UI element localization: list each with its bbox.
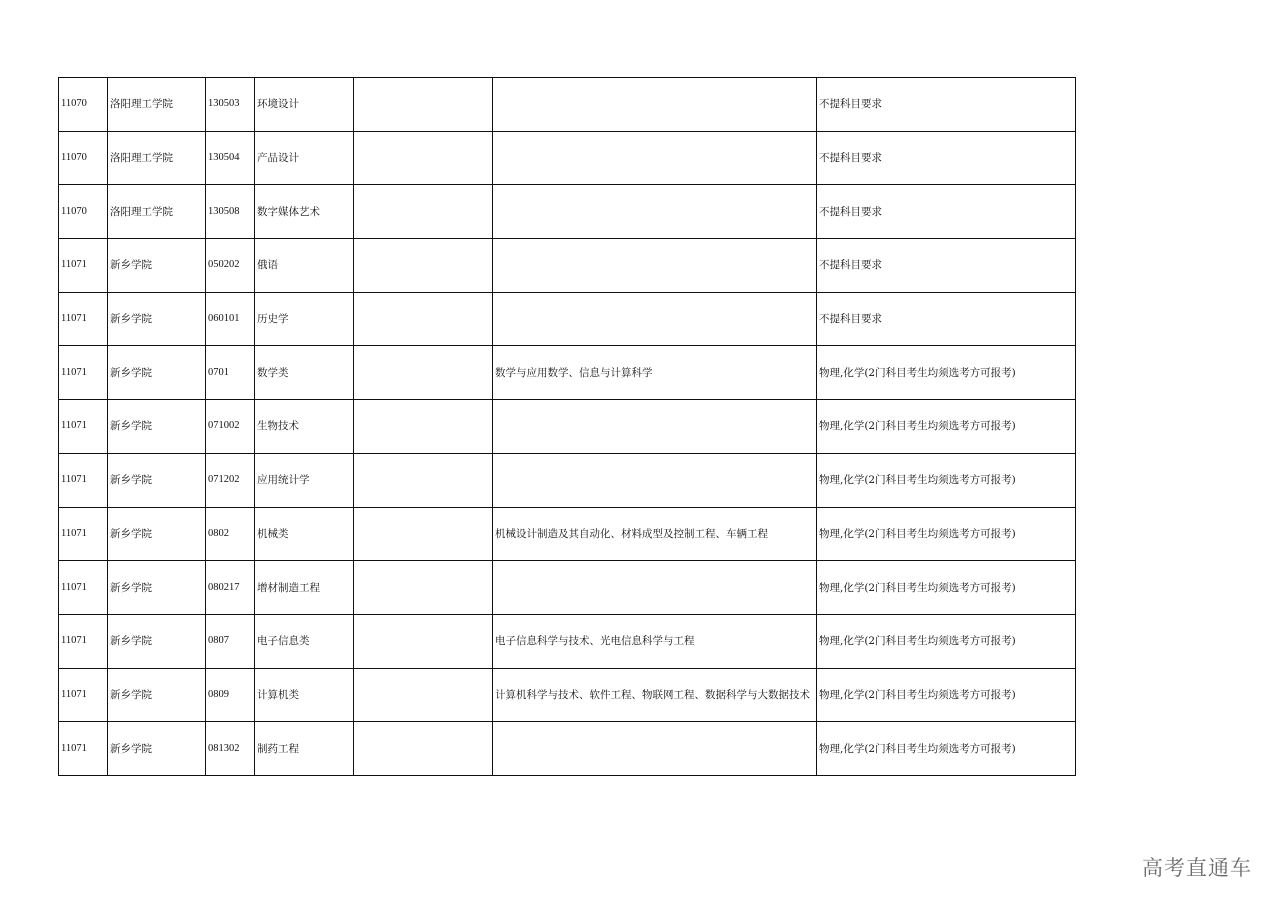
subject-requirement-cell: 物理,化学(2门科目考生均须选考方可报考) [817,507,1076,561]
school-code-cell: 11071 [59,453,108,507]
major-code-cell: 130503 [206,78,255,132]
major-code-cell: 130504 [206,131,255,185]
major-name-cell: 电子信息类 [255,614,354,668]
table-row [59,292,1076,346]
major-code-cell: 0802 [206,507,255,561]
major-code-cell: 050202 [206,239,255,293]
subject-requirement-cell: 不提科目要求 [817,78,1076,132]
major-code-cell: 071002 [206,400,255,454]
major-name-cell: 计算机类 [255,668,354,722]
table-row [59,614,1076,668]
school-code-cell: 11071 [59,507,108,561]
note-cell [354,78,493,132]
note-cell [354,346,493,400]
included-majors-cell [493,453,817,507]
school-name-cell: 新乡学院 [108,614,206,668]
school-name-cell: 新乡学院 [108,346,206,400]
major-code-cell: 071202 [206,453,255,507]
school-code-cell: 11071 [59,614,108,668]
included-majors-cell: 计算机科学与技术、软件工程、物联网工程、数据科学与大数据技术 [493,668,817,722]
included-majors-cell [493,722,817,776]
major-name-cell: 生物技术 [255,400,354,454]
table-row [59,346,1076,400]
included-majors-cell [493,239,817,293]
subject-requirement-cell: 物理,化学(2门科目考生均须选考方可报考) [817,453,1076,507]
school-code-cell: 11071 [59,722,108,776]
school-code-cell: 11071 [59,400,108,454]
note-cell [354,507,493,561]
school-name-cell: 洛阳理工学院 [108,131,206,185]
school-code-cell: 11071 [59,292,108,346]
school-name-cell: 新乡学院 [108,668,206,722]
included-majors-cell: 数学与应用数学、信息与计算科学 [493,346,817,400]
school-code-cell: 11071 [59,239,108,293]
major-name-cell: 环境设计 [255,78,354,132]
school-code-cell: 11071 [59,668,108,722]
included-majors-cell [493,561,817,615]
major-name-cell: 数字媒体艺术 [255,185,354,239]
subject-requirement-cell: 物理,化学(2门科目考生均须选考方可报考) [817,614,1076,668]
school-name-cell: 新乡学院 [108,561,206,615]
included-majors-cell: 电子信息科学与技术、光电信息科学与工程 [493,614,817,668]
school-name-cell: 新乡学院 [108,400,206,454]
included-majors-cell [493,292,817,346]
note-cell [354,239,493,293]
note-cell [354,561,493,615]
table-row [59,668,1076,722]
school-name-cell: 新乡学院 [108,239,206,293]
included-majors-cell [493,400,817,454]
school-code-cell: 11070 [59,131,108,185]
note-cell [354,453,493,507]
subject-requirement-cell: 不提科目要求 [817,292,1076,346]
major-code-cell: 0807 [206,614,255,668]
major-code-cell: 080217 [206,561,255,615]
school-name-cell: 新乡学院 [108,453,206,507]
table-row [59,185,1076,239]
table-row [59,453,1076,507]
table-row [59,507,1076,561]
subject-requirement-cell: 物理,化学(2门科目考生均须选考方可报考) [817,722,1076,776]
table-row [59,722,1076,776]
note-cell [354,292,493,346]
school-name-cell: 新乡学院 [108,507,206,561]
included-majors-cell [493,131,817,185]
subject-requirement-cell: 不提科目要求 [817,131,1076,185]
note-cell [354,131,493,185]
major-name-cell: 产品设计 [255,131,354,185]
note-cell [354,722,493,776]
note-cell [354,185,493,239]
subject-requirement-cell: 物理,化学(2门科目考生均须选考方可报考) [817,561,1076,615]
major-name-cell: 应用统计学 [255,453,354,507]
watermark-text: 高考直通车 [1142,856,1252,880]
subject-requirement-cell: 不提科目要求 [817,239,1076,293]
subject-requirement-cell: 物理,化学(2门科目考生均须选考方可报考) [817,400,1076,454]
note-cell [354,614,493,668]
major-code-cell: 0701 [206,346,255,400]
table-row [59,78,1076,132]
school-code-cell: 11071 [59,346,108,400]
note-cell [354,668,493,722]
subject-requirement-cell: 物理,化学(2门科目考生均须选考方可报考) [817,668,1076,722]
major-code-cell: 0809 [206,668,255,722]
major-name-cell: 数学类 [255,346,354,400]
included-majors-cell: 机械设计制造及其自动化、材料成型及控制工程、车辆工程 [493,507,817,561]
major-name-cell: 历史学 [255,292,354,346]
major-name-cell: 机械类 [255,507,354,561]
subject-requirement-cell: 不提科目要求 [817,185,1076,239]
note-cell [354,400,493,454]
subject-requirement-cell: 物理,化学(2门科目考生均须选考方可报考) [817,346,1076,400]
school-name-cell: 洛阳理工学院 [108,78,206,132]
table-body [59,78,1076,776]
subject-requirements-table [58,77,1076,776]
table-row [59,131,1076,185]
major-name-cell: 增材制造工程 [255,561,354,615]
major-name-cell: 制药工程 [255,722,354,776]
included-majors-cell [493,185,817,239]
school-code-cell: 11071 [59,561,108,615]
table-row [59,239,1076,293]
table-row [59,561,1076,615]
major-code-cell: 081302 [206,722,255,776]
major-code-cell: 130508 [206,185,255,239]
school-name-cell: 洛阳理工学院 [108,185,206,239]
school-name-cell: 新乡学院 [108,722,206,776]
included-majors-cell [493,78,817,132]
major-code-cell: 060101 [206,292,255,346]
table-row [59,400,1076,454]
school-code-cell: 11070 [59,185,108,239]
major-name-cell: 俄语 [255,239,354,293]
school-name-cell: 新乡学院 [108,292,206,346]
school-code-cell: 11070 [59,78,108,132]
